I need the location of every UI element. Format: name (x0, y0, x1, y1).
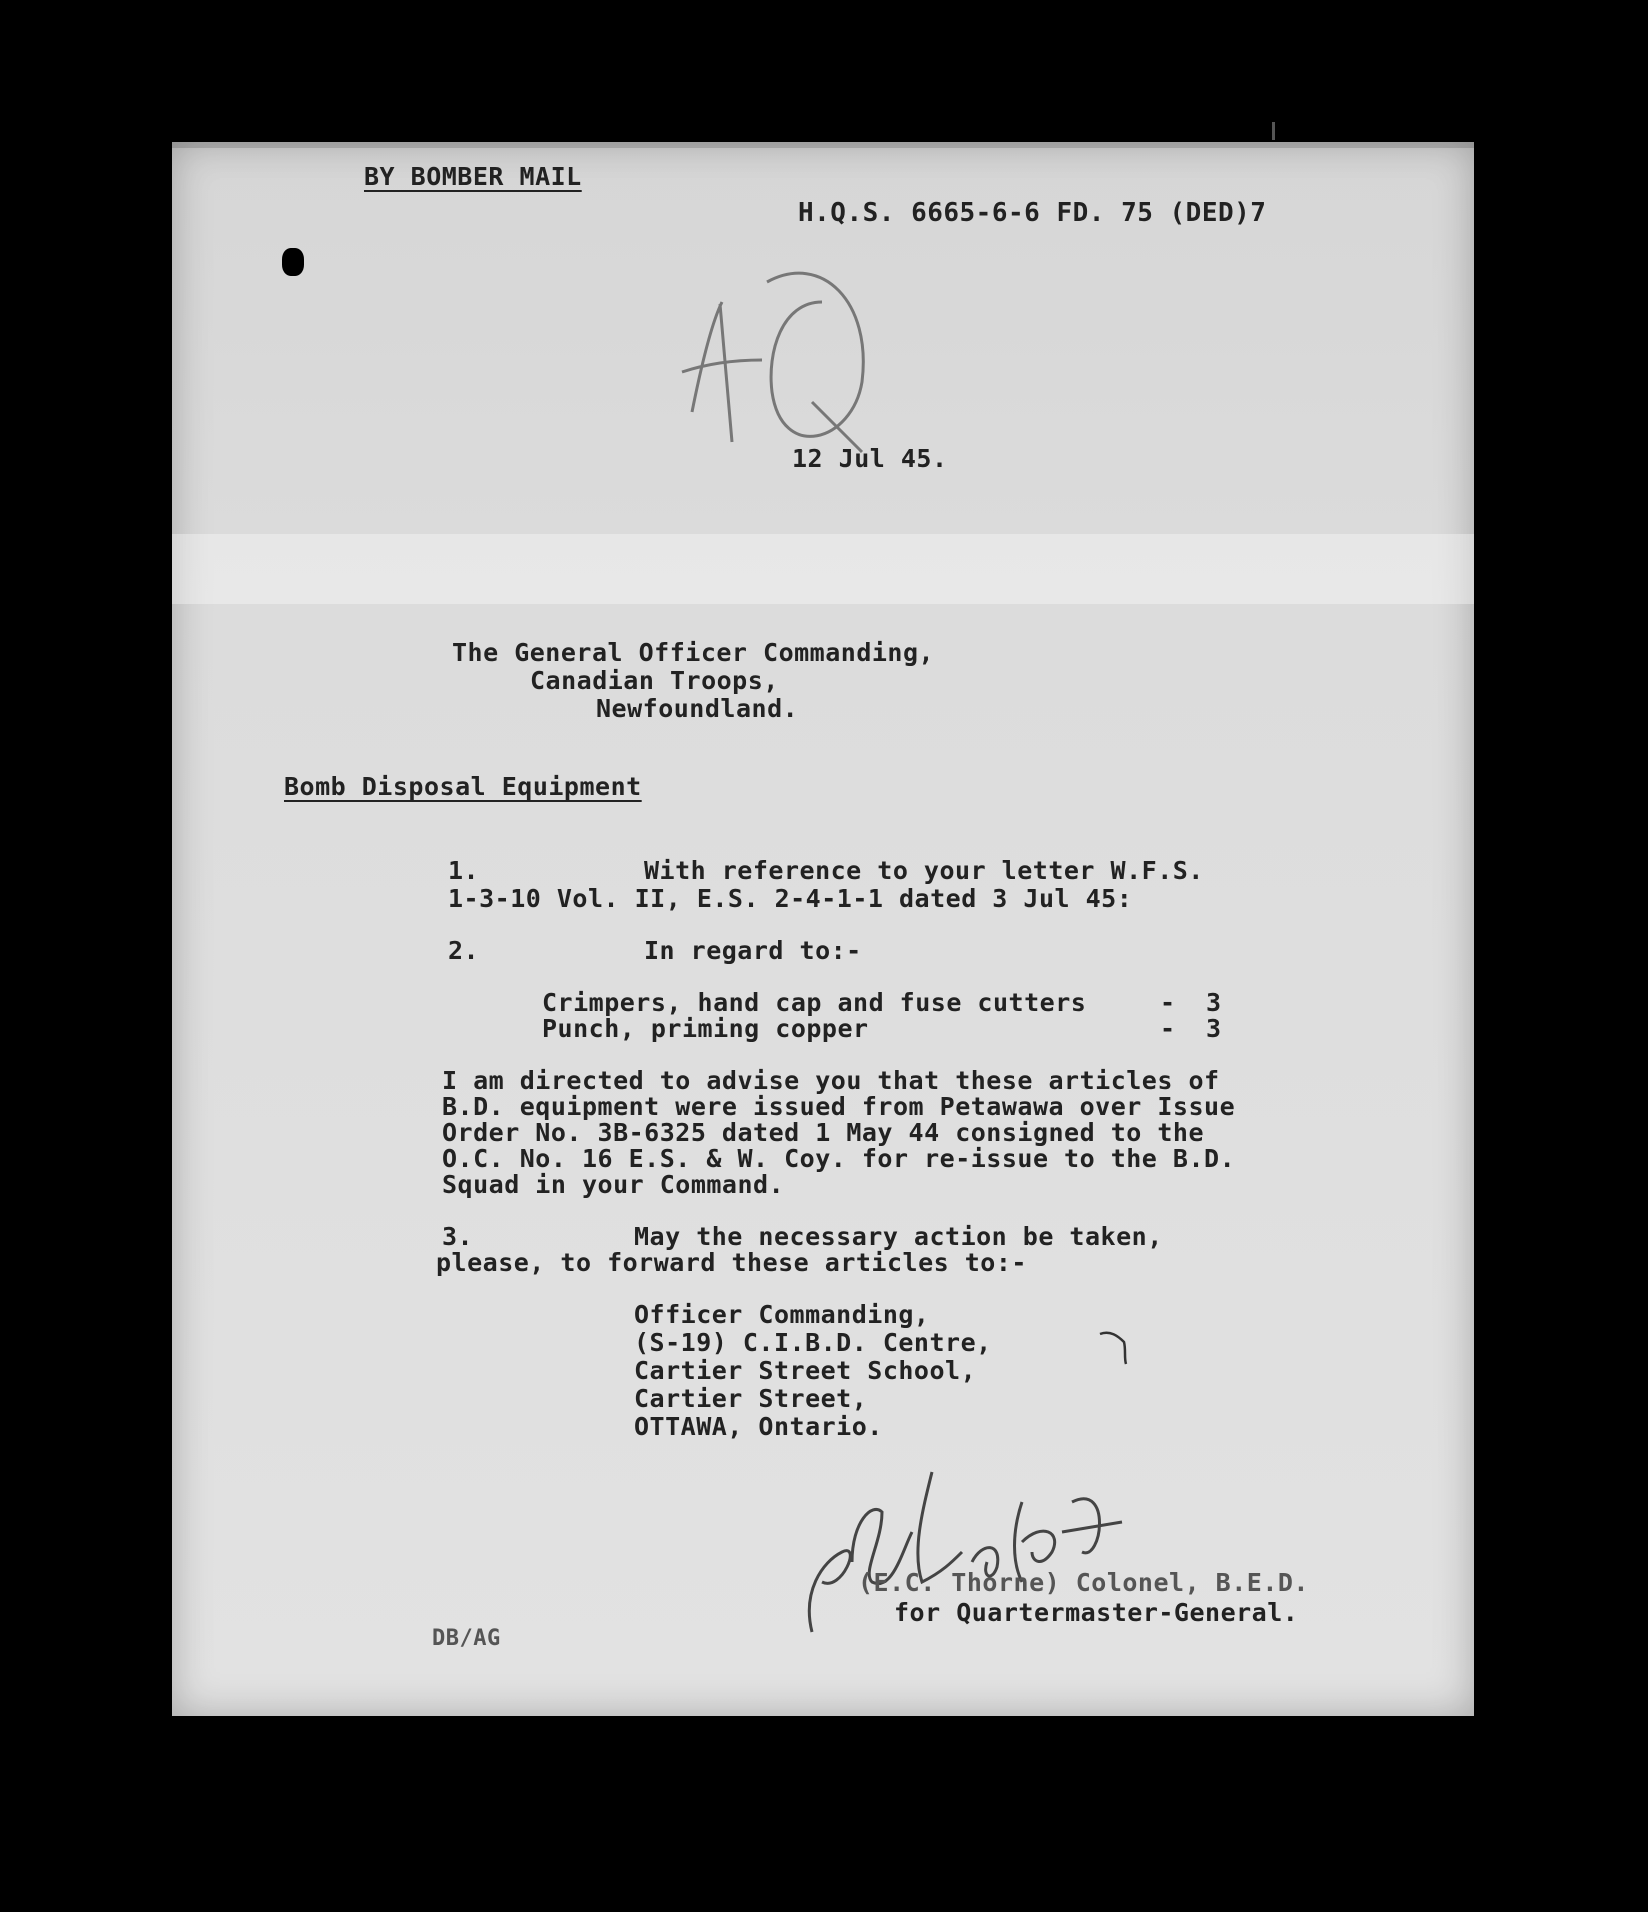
address-line-5: OTTAWA, Ontario. (634, 1412, 883, 1441)
para2-intro: In regard to:- (644, 936, 862, 965)
address-line-3: Cartier Street School, (634, 1356, 977, 1385)
address-line-1: Officer Commanding, (634, 1300, 930, 1329)
ink-mark (1096, 1328, 1136, 1368)
para1-number: 1. (448, 856, 480, 885)
handwritten-annotation (672, 242, 892, 472)
typist-initials: DB/AG (432, 1626, 501, 1651)
address-line-2: (S-19) C.I.B.D. Centre, (634, 1328, 992, 1357)
document-page (172, 142, 1474, 1716)
recipient-line-1: The General Officer Commanding, (452, 638, 935, 667)
file-reference: H.Q.S. 6665-6-6 FD. 75 (DED)7 (798, 198, 1267, 228)
ink-blot (282, 248, 304, 276)
para2-number: 2. (448, 936, 480, 965)
item-2-name: Punch, priming copper (542, 1014, 869, 1043)
para3-line-1: May the necessary action be taken, (634, 1222, 1163, 1251)
item-1-name: Crimpers, hand cap and fuse cutters (542, 988, 1087, 1017)
delivery-method: BY BOMBER MAIL (364, 162, 582, 191)
recipient-line-2: Canadian Troops, (530, 666, 779, 695)
item-1-qty: 3 (1206, 988, 1222, 1017)
para2-body-line-3: Order No. 3B-6325 dated 1 May 44 consigned to the (442, 1118, 1205, 1147)
para1-line-2: 1-3-10 Vol. II, E.S. 2-4-1-1 dated 3 Jul 45: (448, 884, 1133, 913)
para2-body-line-5: Squad in your Command. (442, 1170, 785, 1199)
recipient-line-3: Newfoundland. (596, 694, 799, 723)
signatory-line-2: for Quartermaster-General. (894, 1598, 1299, 1627)
item-2-dash: - (1160, 1014, 1176, 1043)
item-2-qty: 3 (1206, 1014, 1222, 1043)
signatory-line-1: (E.C. Thorne) Colonel, B.E.D. (858, 1568, 1309, 1597)
para1-line-1: With reference to your letter W.F.S. (644, 856, 1204, 885)
para3-number: 3. (442, 1222, 474, 1251)
para3-line-2: please, to forward these articles to:- (436, 1248, 1027, 1277)
para2-body-line-2: B.D. equipment were issued from Petawawa over Issue (442, 1092, 1236, 1121)
letter-date: 12 Jul 45. (792, 444, 948, 473)
address-line-4: Cartier Street, (634, 1384, 868, 1413)
scan-artifact (1272, 122, 1275, 140)
subject-line: Bomb Disposal Equipment (284, 772, 642, 801)
para2-body-line-1: I am directed to advise you that these articles of (442, 1066, 1220, 1095)
item-1-dash: - (1160, 988, 1176, 1017)
para2-body-line-4: O.C. No. 16 E.S. & W. Coy. for re-issue to the B.D. (442, 1144, 1236, 1173)
